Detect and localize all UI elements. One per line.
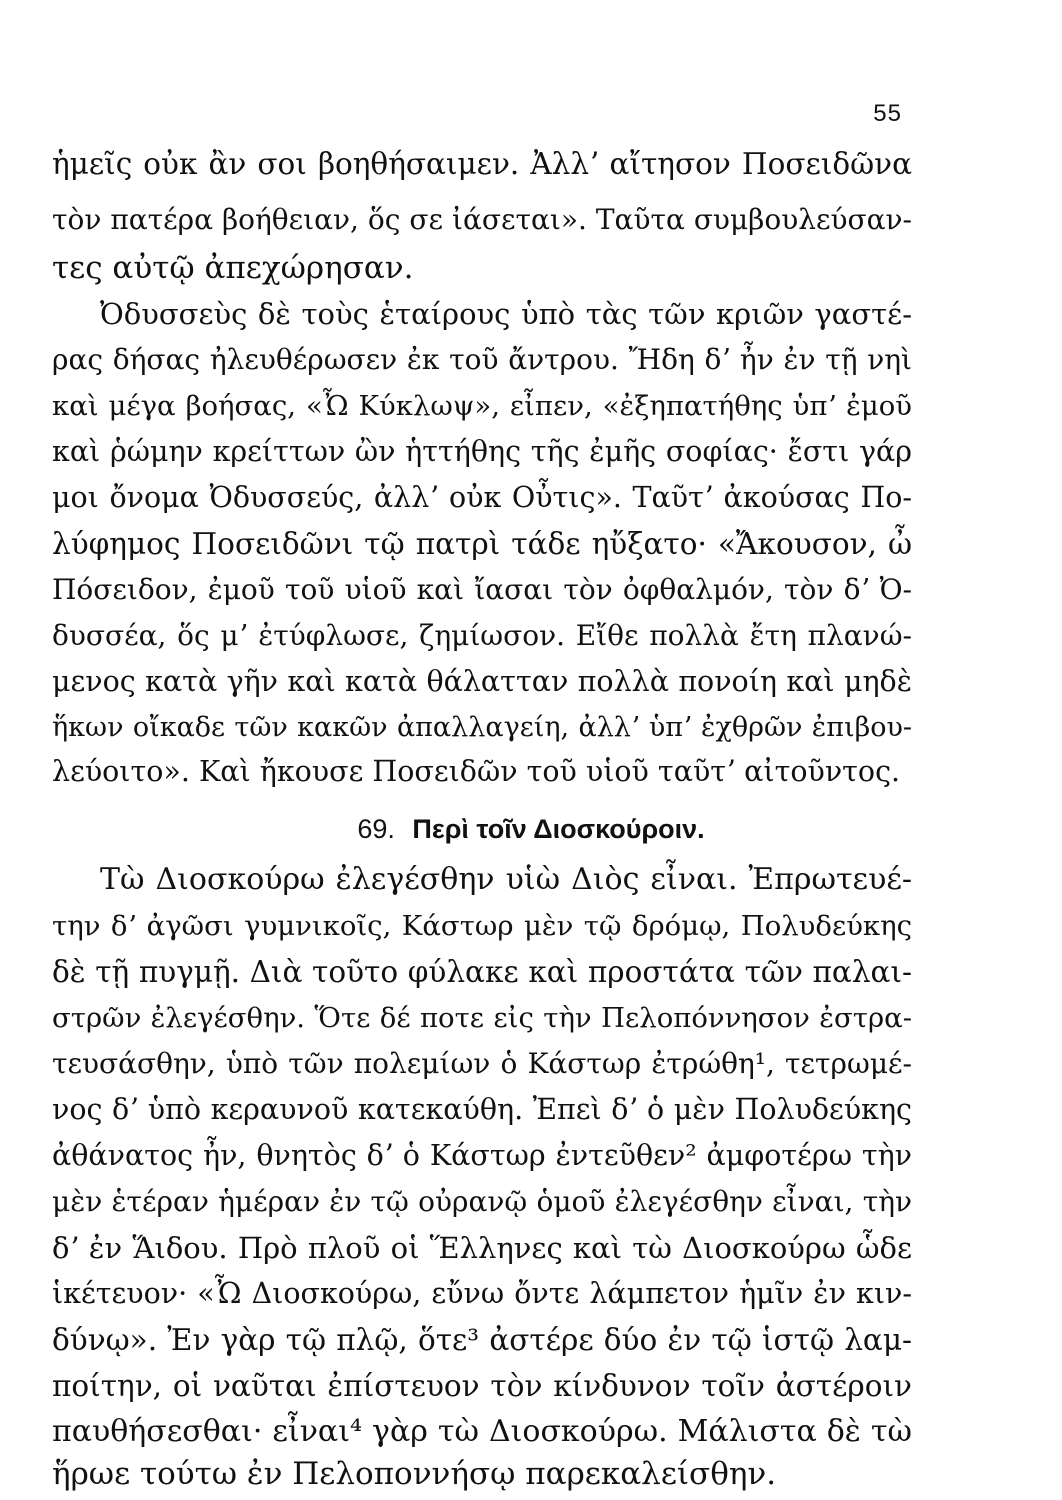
text-line: δύνῳ». Ἐν γὰρ τῷ πλῷ, ὅτε³ ἀστέρε δύο ἐν τῷ ἱστῷ λαμ- bbox=[52, 1323, 912, 1357]
text-line: τὸν πατέρα βοήθειαν, ὅς σε ἰάσεται». Ταῦτα συμβουλεύσαν- bbox=[52, 203, 912, 236]
section-number: 69. bbox=[357, 814, 395, 844]
text-line: τες αὐτῷ ἀπεχώρησαν. bbox=[52, 250, 414, 286]
text-line: ποίτην, οἱ ναῦται ἐπίστευον τὸν κίνδυνον τοῖν ἀστέροιν bbox=[52, 1369, 912, 1403]
text-line: στρῶν ἐλεγέσθην. Ὅτε δέ ποτε εἰς τὴν Πελοπόννησον ἐστρα- bbox=[52, 1002, 912, 1034]
text-line: λεύοιτο». Καὶ ἤκουσε Ποσειδῶν τοῦ υἱοῦ ταῦτʼ αἰτοῦντος. bbox=[52, 755, 901, 788]
text-line: δυσσέα, ὅς μʼ ἐτύφλωσε, ζημίωσον. Εἴθε πολλὰ ἔτη πλανώ- bbox=[52, 619, 912, 652]
text-line: τευσάσθην, ὑπὸ τῶν πολεμίων ὁ Κάστωρ ἐτρώθη¹, τετρωμέ- bbox=[52, 1047, 912, 1080]
text-line: Τὼ Διοσκούρω ἐλεγέσθην υἱὼ Διὸς εἶναι. Ἐπρωτευέ- bbox=[100, 862, 912, 897]
text-line: καὶ μέγα βοήσας, «Ὦ Κύκλωψ», εἶπεν, «ἐξηπατήθης ὑπʼ ἐμοῦ bbox=[52, 390, 912, 422]
text-line: την δʼ ἀγῶσι γυμνικοῖς, Κάστωρ μὲν τῷ δρόμῳ, Πολυδεύκης bbox=[52, 910, 912, 942]
section-heading bbox=[0, 812, 1062, 846]
text-line: ἀθάνατος ἦν, θνητὸς δʼ ὁ Κάστωρ ἐντεῦθεν² ἀμφοτέρω τὴν bbox=[52, 1139, 912, 1172]
text-line: νος δʼ ὑπὸ κεραυνοῦ κατεκαύθη. Ἐπεὶ δʼ ὁ μὲν Πολυδεύκης bbox=[52, 1093, 912, 1126]
text-line: μὲν ἑτέραν ἡμέραν ἐν τῷ οὐρανῷ ὁμοῦ ἐλεγέσθην εἶναι, τὴν bbox=[52, 1185, 912, 1218]
text-line: ρας δήσας ἠλευθέρωσεν ἐκ τοῦ ἄντρου. Ἤδη δʼ ἦν ἐν τῇ νηὶ bbox=[52, 343, 912, 376]
section-title: Περὶ τοῖν Διοσκούροιν. bbox=[412, 814, 705, 844]
text-line: δὲ τῇ πυγμῇ. Διὰ τοῦτο φύλακε καὶ προστάτα τῶν παλαι- bbox=[52, 955, 912, 989]
text-line: μενος κατὰ γῆν καὶ κατὰ θάλατταν πολλὰ πονοίη καὶ μηδὲ bbox=[52, 665, 912, 698]
text-line: Ὀδυσσεὺς δὲ τοὺς ἑταίρους ὑπὸ τὰς τῶν κριῶν γαστέ- bbox=[100, 297, 912, 331]
text-line: δʼ ἐν Ἅιδου. Πρὸ πλοῦ οἱ Ἕλληνες καὶ τὼ Διοσκούρω ὧδε bbox=[52, 1231, 912, 1265]
text-line: παυθήσεσθαι· εἶναι⁴ γὰρ τὼ Διοσκούρω. Μάλιστα δὲ τὼ bbox=[52, 1414, 912, 1449]
text-line: ἱκέτευον· «Ὦ Διοσκούρω, εὔνω ὄντε λάμπετον ἡμῖν ἐν κιν- bbox=[52, 1277, 912, 1310]
text-line: ἥρωε τούτω ἐν Πελοποννήσῳ παρεκαλείσθην. bbox=[52, 1456, 777, 1492]
text-line: λύφημος Ποσειδῶνι τῷ πατρὶ τάδε ηὔξατο· «Ἄκουσον, ὦ bbox=[52, 527, 912, 561]
text-line: ἡμεῖς οὐκ ἂν σοι βοηθήσαιμεν. Ἀλλʼ αἴτησον Ποσειδῶνα bbox=[52, 147, 912, 181]
text-line: καὶ ῥώμην κρείττων ὢν ἡττήθης τῆς ἐμῆς σοφίας· ἔστι γάρ bbox=[52, 435, 912, 468]
text-line: ἥκων οἴκαδε τῶν κακῶν ἀπαλλαγείη, ἀλλʼ ὑπʼ ἐχθρῶν ἐπιβου- bbox=[52, 712, 912, 743]
page-number: 55 bbox=[873, 100, 902, 127]
text-line: μοι ὄνομα Ὀδυσσεύς, ἀλλʼ οὐκ Οὖτις». Ταῦτʼ ἀκούσας Πο- bbox=[52, 481, 912, 514]
text-line: Πόσειδον, ἐμοῦ τοῦ υἱοῦ καὶ ἴασαι τὸν ὀφθαλμόν, τὸν δʼ Ὀ- bbox=[52, 573, 912, 606]
